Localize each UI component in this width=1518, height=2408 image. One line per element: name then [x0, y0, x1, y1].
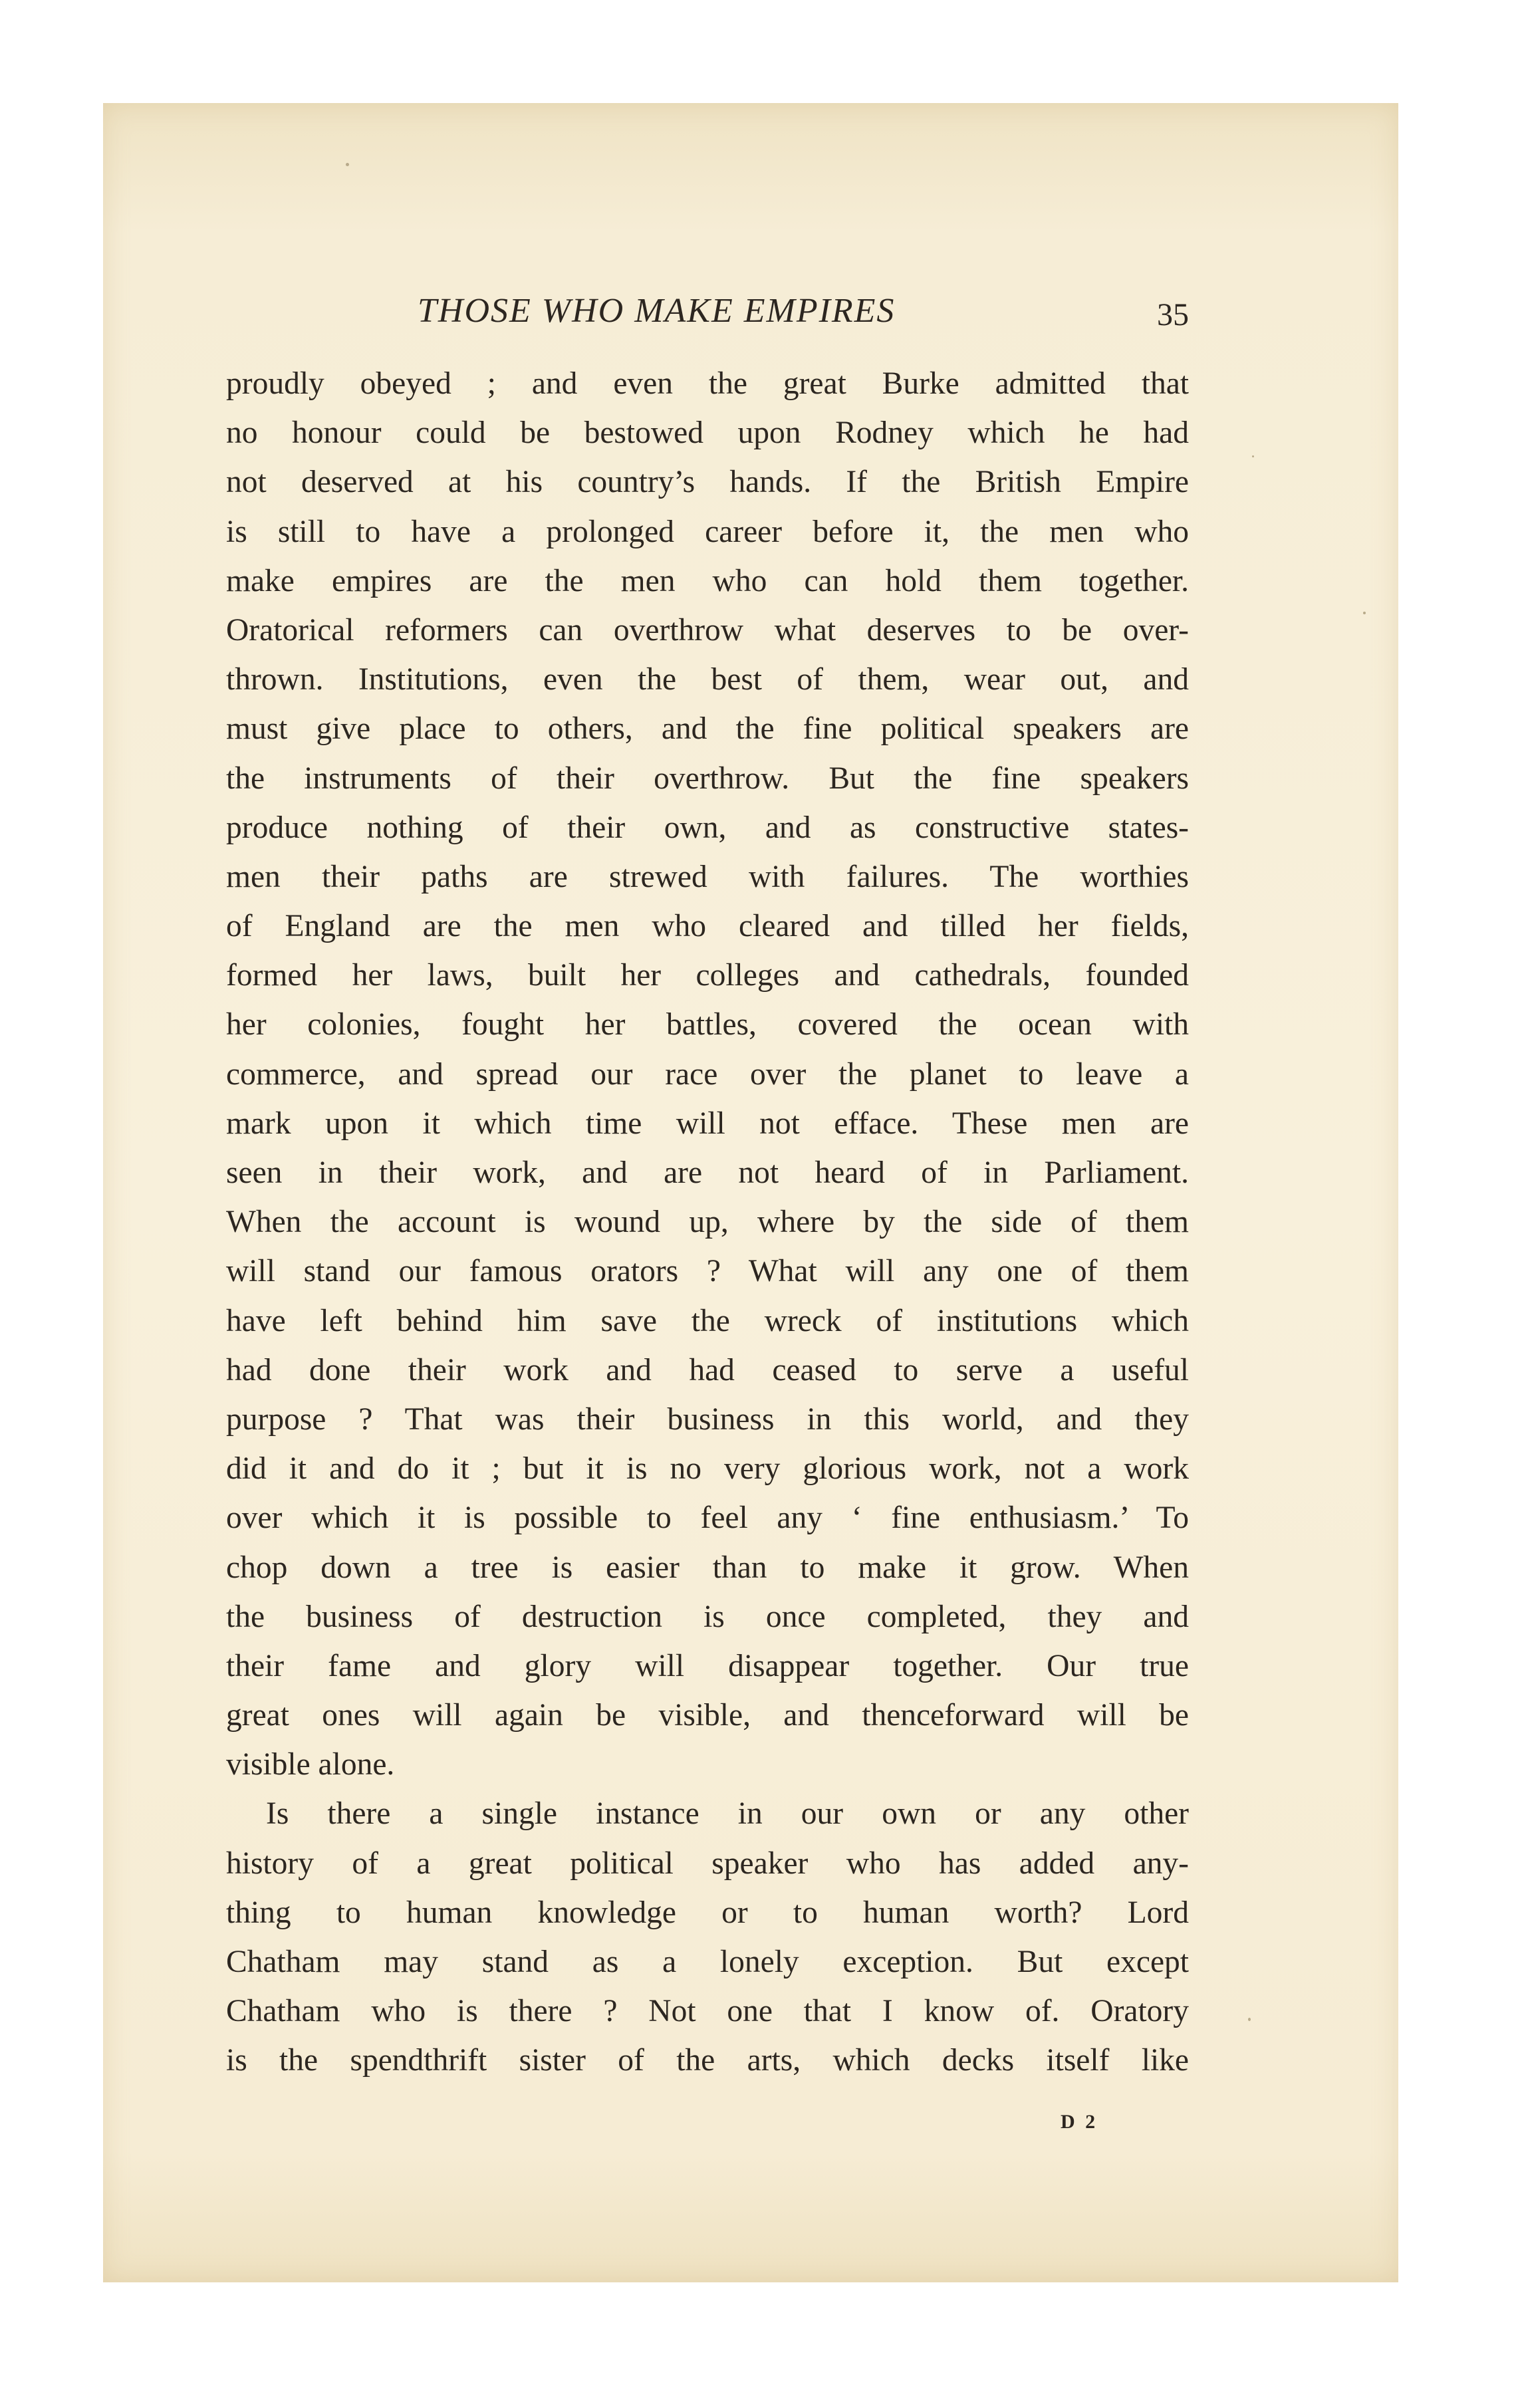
- text-line: formed her laws, built her colleges and cathedrals, founded: [226, 958, 1189, 993]
- text-line: over which it is possible to feel any ‘ fine enthusiasm.’ To: [226, 1501, 1189, 1536]
- text-line: thing to human knowledge or to human worth? Lord: [226, 1895, 1189, 1930]
- text-line: produce nothing of their own, and as constructive states-: [226, 810, 1189, 845]
- body-text: [226, 359, 1189, 2086]
- text-line: the business of destruction is once completed, they and: [226, 1599, 1189, 1634]
- text-line: seen in their work, and are not heard of in Parliament.: [226, 1155, 1189, 1190]
- text-line: their fame and glory will disappear together. Our true: [226, 1648, 1189, 1683]
- text-line: is still to have a prolonged career before it, the men who: [226, 514, 1189, 549]
- paragraph: [226, 359, 1189, 1789]
- text-line: her colonies, fought her battles, covered the ocean with: [226, 1007, 1189, 1042]
- signature-mark: D 2: [1061, 2111, 1098, 2133]
- text-line: history of a great political speaker who has added any-: [226, 1846, 1189, 1881]
- text-line: had done their work and had ceased to serve a useful: [226, 1352, 1189, 1387]
- text-line: visible alone.: [226, 1747, 395, 1782]
- paragraph: [226, 1789, 1189, 2085]
- text-line: Chatham who is there ? Not one that I know of. Oratory: [226, 1994, 1189, 2029]
- paper-speck: [346, 163, 349, 166]
- paper-speck: [1252, 455, 1254, 457]
- text-line: no honour could be bestowed upon Rodney which he had: [226, 416, 1189, 451]
- text-line: of England are the men who cleared and tilled her fields,: [226, 909, 1189, 944]
- text-line: mark upon it which time will not efface. These men are: [226, 1106, 1189, 1141]
- text-line: is the spendthrift sister of the arts, which decks itself like: [226, 2043, 1189, 2078]
- text-line: Oratorical reformers can overthrow what deserves to be over-: [226, 612, 1189, 648]
- text-line: must give place to others, and the fine political speakers are: [226, 711, 1189, 747]
- text-line: not deserved at his country’s hands. If the British Empire: [226, 465, 1189, 500]
- text-line: great ones will again be visible, and thenceforward will be: [226, 1698, 1189, 1733]
- text-line: commerce, and spread our race over the planet to leave a: [226, 1056, 1189, 1092]
- text-line: have left behind him save the wreck of institutions which: [226, 1303, 1189, 1338]
- text-line: make empires are the men who can hold them together.: [226, 563, 1189, 598]
- text-line: will stand our famous orators ? What will any one of them: [226, 1254, 1189, 1289]
- page-number: 35: [1157, 297, 1189, 332]
- running-head-title: THOSE WHO MAKE EMPIRES: [418, 292, 896, 330]
- text-line: purpose ? That was their business in this world, and they: [226, 1401, 1189, 1437]
- text-line: men their paths are strewed with failures. The worthies: [226, 859, 1189, 894]
- text-line: Chatham may stand as a lonely exception. But except: [226, 1945, 1189, 1979]
- text-line: did it and do it ; but it is no very glorious work, not a work: [226, 1451, 1189, 1487]
- paper-speck: [1363, 612, 1366, 614]
- text-line: chop down a tree is easier than to make it grow. When: [226, 1550, 1189, 1585]
- running-head: [226, 291, 1290, 338]
- text-line: proudly obeyed ; and even the great Burke admitted that: [226, 366, 1189, 401]
- text-line: the instruments of their overthrow. But the fine speakers: [226, 761, 1189, 796]
- text-line: Is there a single instance in our own or any other: [266, 1796, 1189, 1832]
- paper-speck: [1248, 2018, 1251, 2021]
- text-line: thrown. Institutions, even the best of them, wear out, and: [226, 662, 1189, 697]
- text-line: When the account is wound up, where by the side of them: [226, 1205, 1189, 1240]
